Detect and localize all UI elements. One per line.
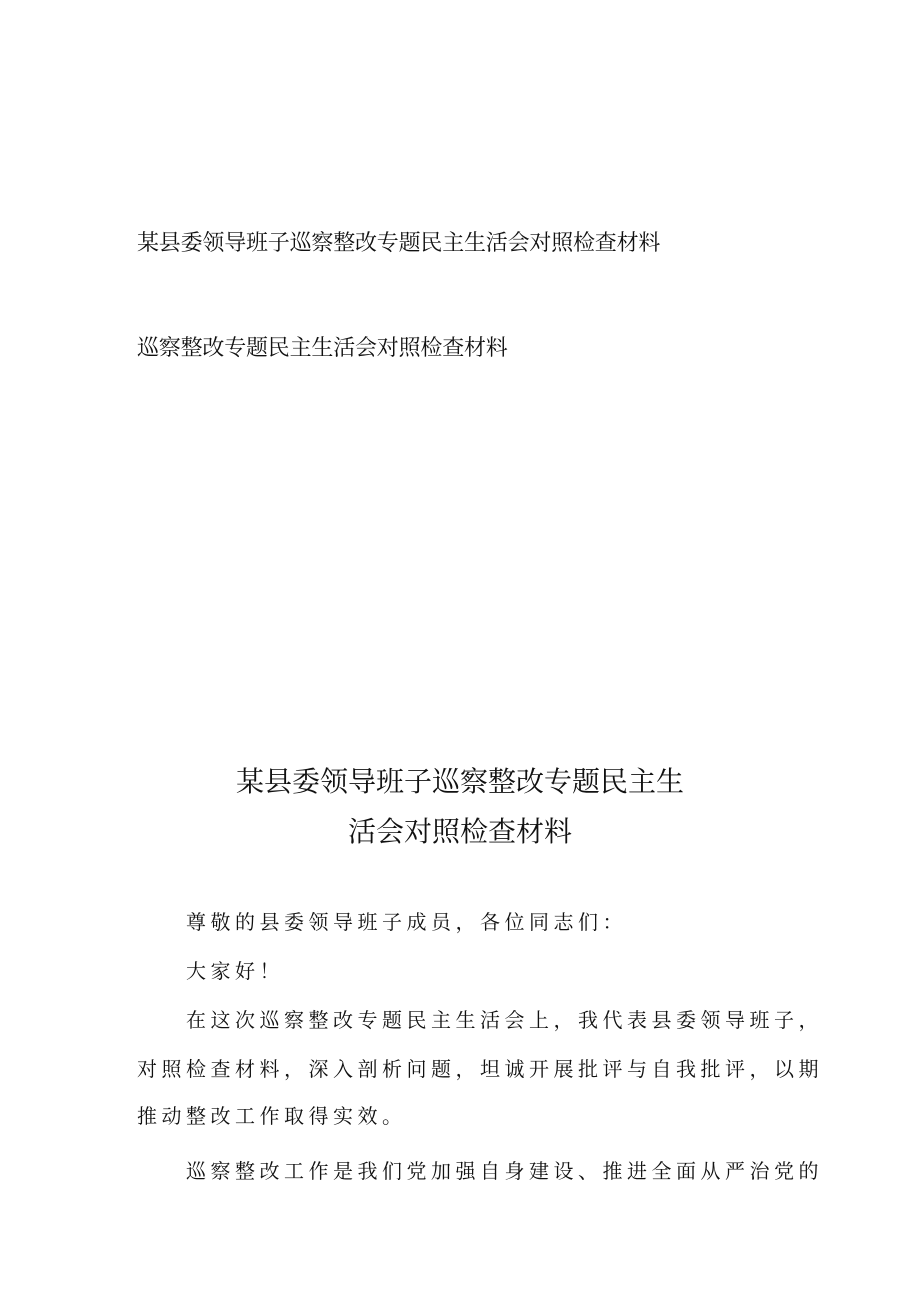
paragraph-line: 推动整改工作取得实效。 [137, 1104, 407, 1128]
paragraph-line: 巡察整改工作是我们党加强自身建设、推进全面从严治党的 [186, 1159, 823, 1183]
document-title-line-2: 活会对照检查材料 [347, 815, 572, 848]
greeting: 大家好！ [186, 959, 284, 983]
paragraph-line: 对照检查材料，深入剖析问题，坦诚开展批评与自我批评，以期 [137, 1057, 823, 1081]
toc-entry-2: 巡察整改专题民主生活会对照检查材料 [137, 336, 508, 361]
toc-entry-1: 某县委领导班子巡察整改专题民主生活会对照检查材料 [137, 231, 661, 256]
document-title-line-1: 某县委领导班子巡察整改专题民主生 [235, 765, 684, 798]
salutation: 尊敬的县委领导班子成员，各位同志们： [186, 910, 627, 934]
paragraph-line: 在这次巡察整改专题民主生活会上，我代表县委领导班子， [186, 1008, 823, 1032]
